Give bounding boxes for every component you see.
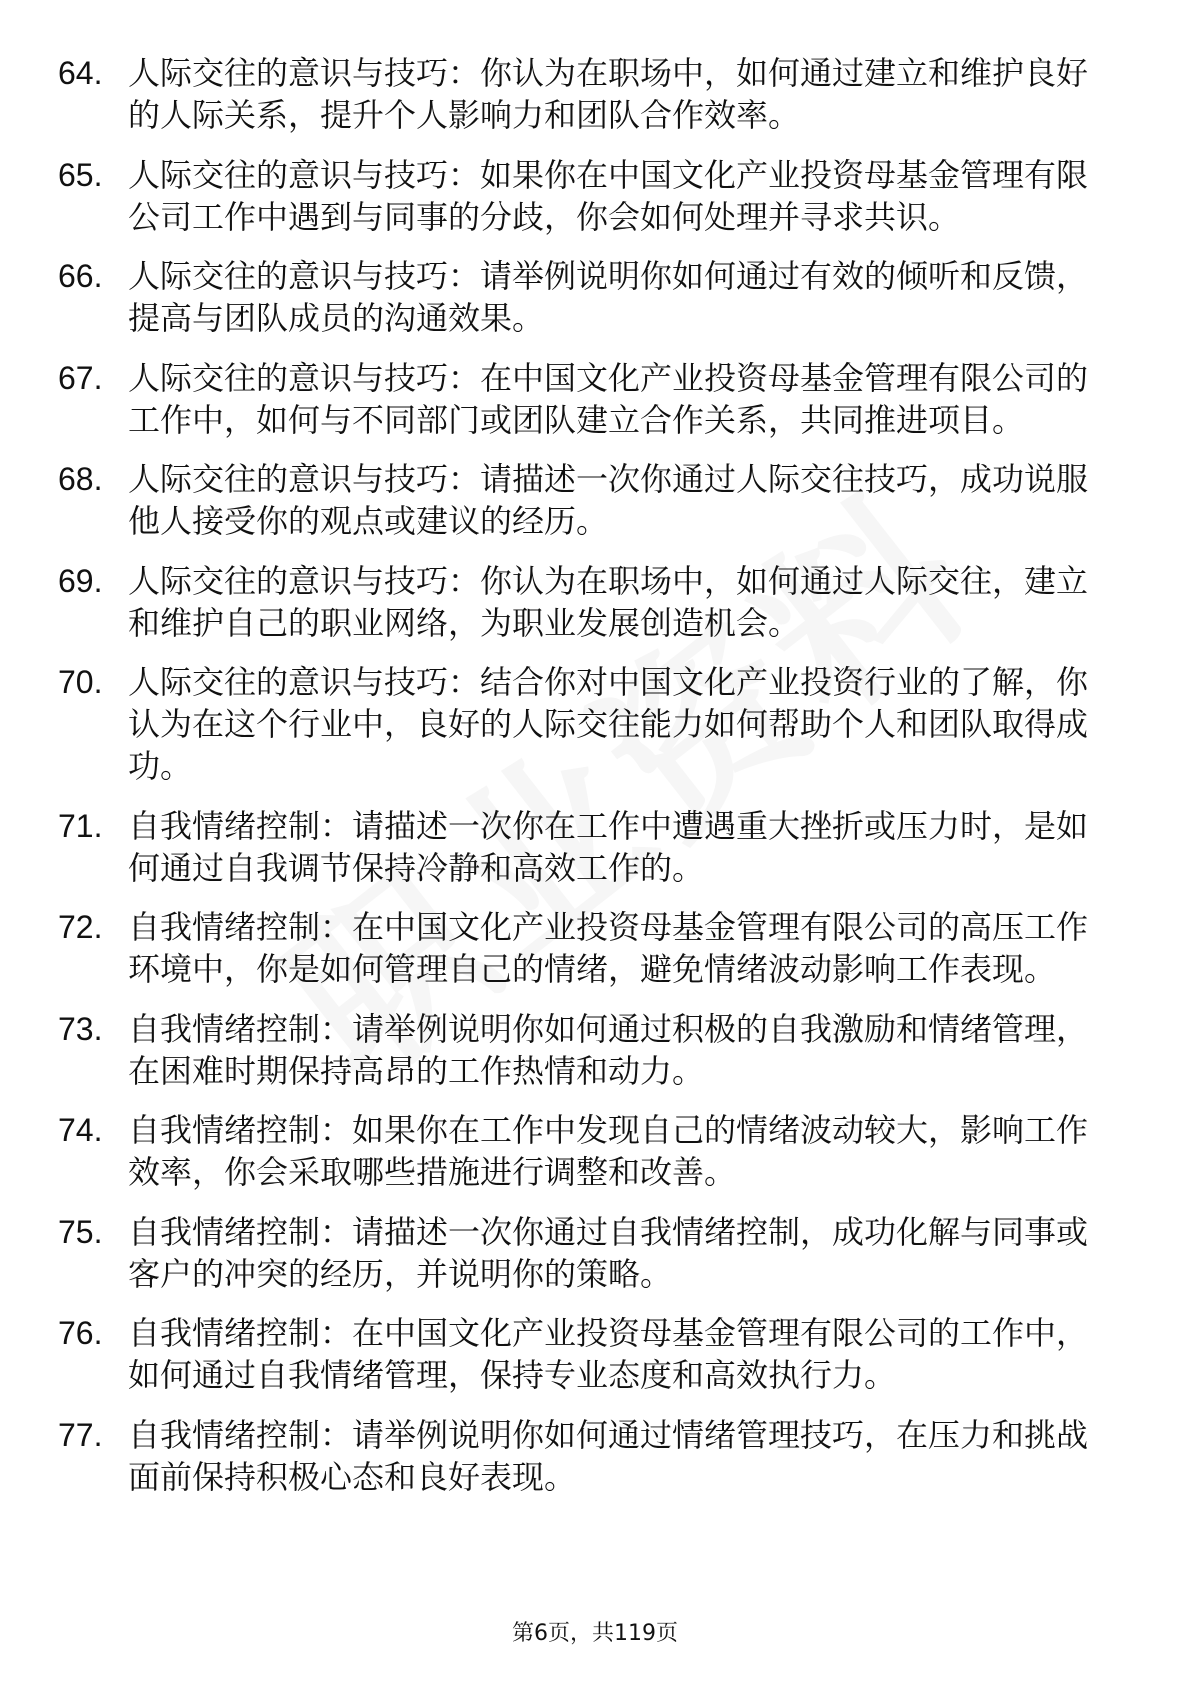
question-number: 70.: [58, 664, 103, 700]
question-item: [0, 154, 1190, 238]
question-text: 自我情绪控制：请举例说明你如何通过积极的自我激励和情绪管理，在困难时期保持高昂的工作热情和动力。: [128, 1009, 1089, 1090]
question-number: 72.: [58, 909, 103, 945]
question-text: 自我情绪控制：请描述一次你通过自我情绪控制，成功化解与同事或客户的冲突的经历，并说明你的策略。: [128, 1212, 1089, 1293]
question-text: 自我情绪控制：请描述一次你在工作中遭遇重大挫折或压力时，是如何通过自我调节保持冷静和高效工作的。: [128, 806, 1089, 887]
question-text: 人际交往的意识与技巧：在中国文化产业投资母基金管理有限公司的工作中，如何与不同部门或团队建立合作关系，共同推进项目。: [128, 358, 1089, 439]
question-item: [0, 458, 1190, 542]
question-number: 68.: [58, 461, 103, 497]
question-item: [0, 255, 1190, 339]
question-item: [0, 357, 1190, 441]
question-number: 77.: [58, 1416, 103, 1453]
question-number: 76.: [58, 1315, 103, 1351]
question-text: 自我情绪控制：如果你在工作中发现自己的情绪波动较大，影响工作效率，你会采取哪些措施进行调整和改善。: [128, 1111, 1089, 1191]
question-item: [0, 52, 1190, 136]
question-item: [0, 661, 1190, 787]
question-item: [0, 1414, 1190, 1498]
question-number: 64.: [58, 55, 103, 91]
question-text: 人际交往的意识与技巧：你认为在职场中，如何通过人际交往，建立和维护自己的职业网络，为职业发展创造机会。: [128, 561, 1089, 642]
question-item: [0, 1211, 1190, 1295]
question-text: 自我情绪控制：请举例说明你如何通过情绪管理技巧，在压力和挑战面前保持积极心态和良好表现。: [128, 1415, 1089, 1496]
question-text: 人际交往的意识与技巧：你认为在职场中，如何通过建立和维护良好的人际关系，提升个人影响力和团队合作效率。: [128, 54, 1089, 134]
question-number: 75.: [58, 1213, 103, 1250]
question-number: 71.: [58, 807, 103, 844]
question-number: 69.: [58, 562, 103, 599]
question-item: [0, 560, 1190, 644]
question-text: 人际交往的意识与技巧：请描述一次你通过人际交往技巧，成功说服他人接受你的观点或建议的经历。: [128, 460, 1089, 540]
question-text: 自我情绪控制：在中国文化产业投资母基金管理有限公司的高压工作环境中，你是如何管理自己的情绪，避免情绪波动影响工作表现。: [128, 908, 1089, 988]
page-footer: 第6页，共119页: [512, 1621, 678, 1646]
question-list: [0, 52, 1190, 1515]
question-number: 73.: [58, 1010, 103, 1047]
question-item: [0, 1312, 1190, 1396]
question-number: 65.: [58, 156, 103, 193]
question-item: [0, 906, 1190, 990]
question-text: 人际交往的意识与技巧：如果你在中国文化产业投资母基金管理有限公司工作中遇到与同事的分歧，你会如何处理并寻求共识。: [128, 155, 1089, 236]
question-item: [0, 1008, 1190, 1092]
question-text: 自我情绪控制：在中国文化产业投资母基金管理有限公司的工作中，如何通过自我情绪管理，保持专业态度和高效执行力。: [128, 1314, 1089, 1394]
question-text: 人际交往的意识与技巧：请举例说明你如何通过有效的倾听和反馈，提高与团队成员的沟通效果。: [128, 257, 1089, 337]
question-number: 74.: [58, 1112, 103, 1148]
question-number: 66.: [58, 258, 103, 294]
question-item: [0, 805, 1190, 889]
question-text: 人际交往的意识与技巧：结合你对中国文化产业投资行业的了解，你认为在这个行业中，良好的人际交往能力如何帮助个人和团队取得成功。: [128, 663, 1089, 785]
question-number: 67.: [58, 359, 103, 396]
question-item: [0, 1109, 1190, 1193]
